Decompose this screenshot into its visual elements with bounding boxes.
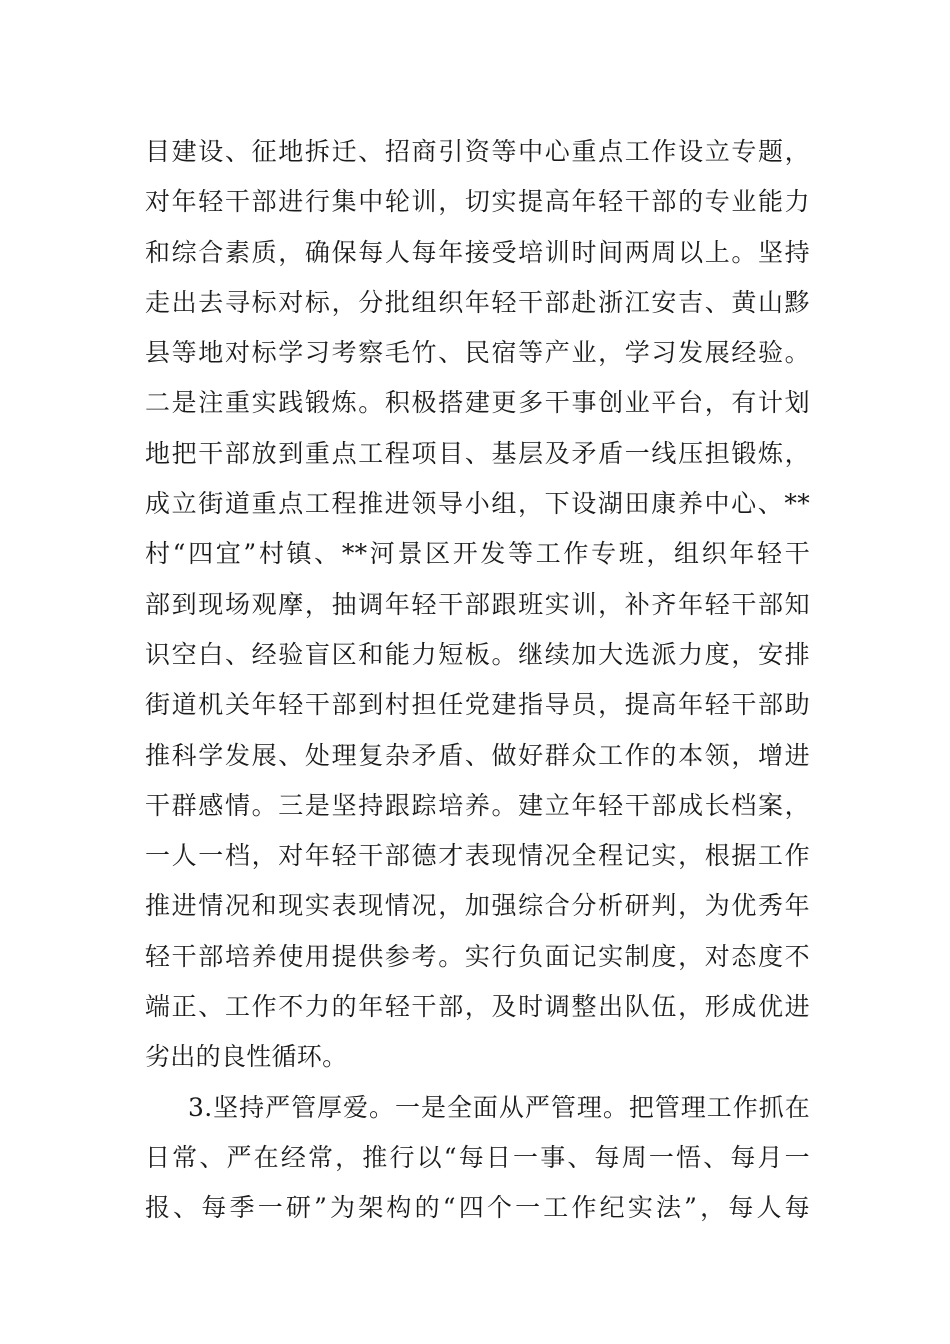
text-line: 推进情况和现实表现情况，加强综合分析研判，为优秀年 (145, 891, 810, 921)
text-line: 部到现场观摩，抽调年轻干部跟班实训，补齐年轻干部知 (145, 589, 810, 619)
text-line: 劣出的良性循环。 (145, 1042, 348, 1072)
text-line: 对年轻干部进行集中轮训，切实提高年轻干部的专业能力 (145, 187, 810, 217)
text-line: 二是注重实践锻炼。积极搭建更多干事创业平台，有计划 (145, 388, 810, 418)
text-line: 日常、严在经常，推行以“每日一事、每周一悟、每月一 (145, 1142, 810, 1172)
text-line: 地把干部放到重点工程项目、基层及矛盾一线压担锻炼， (145, 438, 810, 468)
text-line: 成立街道重点工程推进领导小组，下设湖田康养中心、** (145, 489, 810, 519)
text-line: 推科学发展、处理复杂矛盾、做好群众工作的本领，增进 (145, 740, 810, 770)
text-line: 干群感情。三是坚持跟踪培养。建立年轻干部成长档案， (145, 790, 810, 820)
text-line: 走出去寻标对标，分批组织年轻干部赴浙江安吉、黄山黟 (145, 287, 810, 317)
body-text (145, 127, 810, 1234)
section-heading-line: 3.坚持严管厚爱。一是全面从严管理。把管理工作抓在 (188, 1092, 810, 1122)
text-line: 轻干部培养使用提供参考。实行负面记实制度，对态度不 (145, 941, 810, 971)
text-line: 县等地对标学习考察毛竹、民宿等产业，学习发展经验。 (145, 338, 810, 368)
text-line: 和综合素质，确保每人每年接受培训时间两周以上。坚持 (145, 237, 810, 267)
text-line: 端正、工作不力的年轻干部，及时调整出队伍，形成优进 (145, 992, 810, 1022)
text-line: 报、每季一研”为架构的“四个一工作纪实法”，每人每 (145, 1193, 810, 1223)
text-line: 一人一档，对年轻干部德才表现情况全程记实，根据工作 (145, 841, 810, 871)
text-line: 识空白、经验盲区和能力短板。继续加大选派力度，安排 (145, 639, 810, 669)
text-line: 街道机关年轻干部到村担任党建指导员，提高年轻干部助 (145, 690, 810, 720)
text-line: 村“四宜”村镇、**河景区开发等工作专班，组织年轻干 (145, 539, 810, 569)
text-line: 目建设、征地拆迁、招商引资等中心重点工作设立专题， (145, 137, 810, 166)
